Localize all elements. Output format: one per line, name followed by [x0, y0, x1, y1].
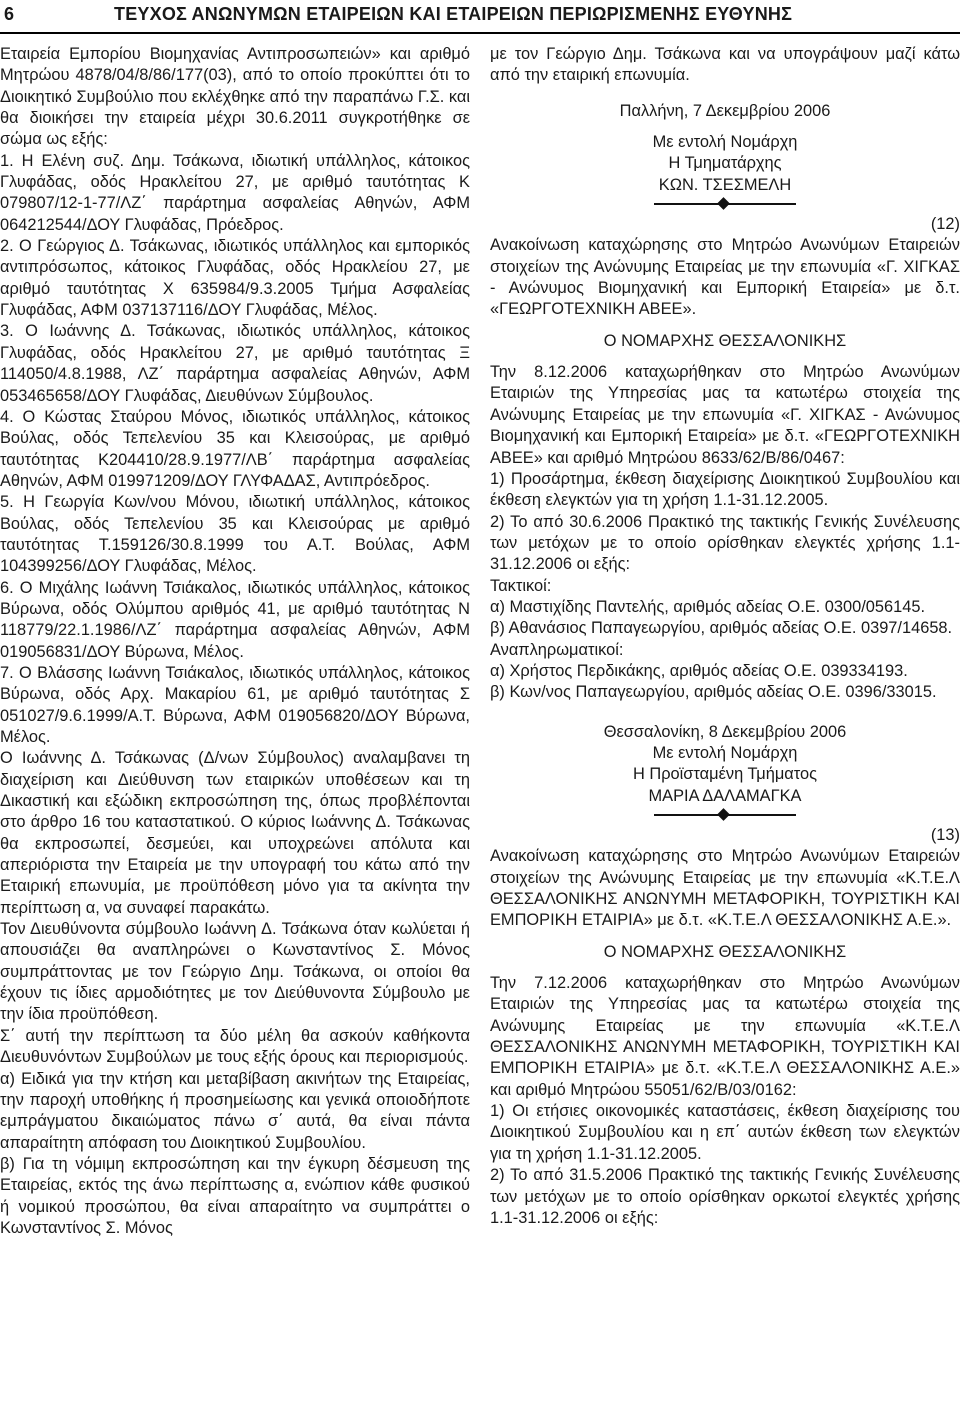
page-header	[0, 0, 960, 28]
announcement-heading: Ανακοίνωση καταχώρησης στο Μητρώο Ανωνύμων Εταιρειών στοιχείων της Ανώνυμης Εταιρείας με την επωνυμία «Κ.Τ.Ε.Λ ΘΕΣΣΑΛΟΝΙΚΗΣ ΑΝΩΝΥΜΗ ΜΕΤΑΦΟΡΙΚΗ, ΤΟΥΡΙΣΤΙΚΗ ΚΑΙ ΕΜΠΟΡΙΚΗ ΕΤΑΙΡΙΑ» με δ.τ. «Κ.Τ.Ε.Λ ΘΕΣΣΑΛΟΝΙΚΗΣ Α.Ε.».	[490, 847, 960, 930]
section-divider	[654, 809, 796, 821]
signature-line: Με εντολή Νομάρχη	[652, 133, 798, 152]
right-column	[490, 44, 960, 1229]
authority-heading: Ο ΝΟΜΑΡΧΗΣ ΘΕΣΣΑΛΟΝΙΚΗΣ	[603, 331, 847, 350]
announcement-number: (12)	[930, 215, 960, 234]
paragraph: 1) Προσάρτημα, έκθεση διαχείρισης Διοικητικού Συμβουλίου και έκθεση ελεγκτών για τη χρήση 1.1-31.12.2005.	[490, 469, 960, 510]
paragraph: Τακτικοί:	[490, 576, 552, 595]
signature-name: ΚΩΝ. ΤΣΕΣΜΕΛΗ	[658, 175, 792, 194]
paragraph: Σ΄ αυτή την περίπτωση τα δύο μέλη θα ασκούν καθήκοντα Διευθυνόντων Συμβούλων με τους εξής όρους και περιορισμούς.	[0, 1026, 470, 1067]
paragraph: β) Αθανάσιος Παπαγεωργίου, αριθμός αδείας Ο.Ε. 0397/14658.	[490, 619, 953, 638]
signature-name: ΜΑΡΙΑ ΔΑΛΑΜΑΓΚΑ	[648, 786, 802, 805]
paragraph: Εταιρεία Εμπορίου Βιομηχανίας Αντιπροσωπειών» και αριθμό Μητρώου 4878/04/8/86/177(03), από το οποίο προκύπτει ότι το Διοικητικό Συμβούλιο που εκλέχθηκε από την παραπάνω Γ.Σ. και θα διοικήσει την εταιρεία μέχρι 30.6.2011 συγκροτήθηκε σε σώμα ως εξής:	[0, 45, 470, 149]
board-member-2: 2. Ο Γεώργιος Δ. Τσάκωνας, ιδιωτικός υπάλληλος και εμπορικός αντιπρόσωπος, κάτοικος Γλυφάδας, οδός Ηρακλείου 27, με αριθμό ταυτότητας Χ 635984/9.3.2005 Τμήμα Ασφαλείας Γλυφάδας, ΑΦΜ 037137116/ΔΟΥ Γλυφάδας, Μέλος.	[0, 237, 470, 320]
board-member-3: 3. Ο Ιωάννης Δ. Τσάκωνας, ιδιωτικός υπάλληλος, κάτοικος Γλυφάδας, οδός Ηρακλείτου 27, με αριθμό ταυτότητας Ξ 114050/4.8.1988, ΛΖ΄ παράρτημα ασφαλείας Αθηνών, ΑΦΜ 053465658/ΔΟΥ Γλυφάδας, Διευθύνων Σύμβουλος.	[0, 322, 470, 405]
board-member-4: 4. Ο Κώστας Σταύρου Μόνος, ιδιωτικός υπάλληλος, κάτοικος Βούλας, οδός Τεπελενίου 35 και Κλεισούρας, με αριθμό ταυτότητας Κ204410/28.9.1977/ΛΒ΄ παράρτημα ασφαλείας Αθηνών, ΑΦΜ 019971209/ΔΟΥ ΓΛΥΦΑΔΑΣ, Αντιπρόεδρος.	[0, 407, 470, 490]
announcement-number: (13)	[930, 826, 960, 844]
paragraph: α) Μαστιχίδης Παντελής, αριθμός αδείας Ο.Ε. 0300/056145.	[490, 597, 926, 616]
paragraph: Την 8.12.2006 καταχωρήθηκαν στο Μητρώο Ανωνύμων Εταιριών της Υπηρεσίας μας τα κατωτέρω στοιχεία της Ανώνυμης Εταιρείας με την επωνυμία «Γ. ΧΙΓΚΑΣ - Ανώνυμος Βιομηχανική και Εμπορική Εταιρεία» με δ.τ. «ΓΕΩΡΓΟΤΕΧΝΙΚΗ ΑΒΕΕ» και αριθμό Μητρώου 8633/62/Β/86/0467:	[490, 363, 960, 467]
left-column	[0, 44, 470, 1239]
paragraph: β) Για τη νόμιμη εκπροσώπηση και την έγκυρη δέσμευση της Εταιρείας, εκτός της άνω περίπτωσης α, ενώπιον κάθε φυσικού ή νομικού προσώπου, θα είναι απαραίτητο να συμπράττει ο Κωνσταντίνος Σ. Μόνος	[0, 1154, 470, 1237]
gazette-title: ΤΕΥΧΟΣ ΑΝΩΝΥΜΩΝ ΕΤΑΙΡΕΙΩΝ ΚΑΙ ΕΤΑΙΡΕΙΩΝ ΠΕΡΙΩΡΙΣΜΕΝΗΣ ΕΥΘΥΝΗΣ	[114, 4, 793, 24]
paragraph: β) Κων/νος Παπαγεωργίου, αριθμός αδείας Ο.Ε. 0396/33015.	[490, 683, 937, 702]
paragraph: α) Χρήστος Περδικάκης, αριθμός αδείας Ο.Ε. 039334193.	[490, 661, 908, 680]
place-date: Θεσσαλονίκη, 8 Δεκεμβρίου 2006	[603, 722, 847, 741]
board-member-1: 1. Η Ελένη συζ. Δημ. Τσάκωνα, ιδιωτική υπάλληλος, κάτοικος Γλυφάδας, οδός Ηρακλείτου 27, με αριθμό ταυτότητας Κ 079807/12-1-77/ΛΖ΄ παράρτημα ασφαλείας Αθηνών, ΑΦΜ 064212544/ΔΟΥ Γλυφάδας, Πρόεδρος.	[0, 151, 470, 234]
header-divider	[0, 32, 960, 34]
paragraph: Ο Ιωάννης Δ. Τσάκωνας (Δ/νων Σύμβουλος) αναλαμβανει τη διαχείριση και Διεύθυνση των εταιρικών υποθέσεων και τη Δικαστική και εξώδικη εκπροσώπηση της, όπως προβλέπονται στο άρθρο 16 του καταστατικού. Ο κύριος Ιωάννης Δ. Τσάκωνας θα εκπροσωπεί, δεσμεύει, και υποχρεώνει απόλυτα και απεριόριστα την Εταιρεία με την υπογραφή του κάτω από την Εταιρική επωνυμία, με προϋπόθεση μόνο για τα ακίνητα την περίπτωση α, να συναφεί παρακάτω.	[0, 749, 470, 917]
signature-line: Η Προϊσταμένη Τμήματος	[632, 765, 817, 784]
paragraph: 2) Το από 30.6.2006 Πρακτικό της τακτικής Γενικής Συνέλευσης των μετόχων με το οποίο ορίσθηκαν ελεγκτές χρήσης 1.1-31.12.2006 οι εξής:	[490, 512, 960, 574]
paragraph: Αναπληρωματικοί:	[490, 640, 624, 659]
board-member-6: 6. Ο Μιχάλης Ιωάννη Τσιάκαλος, ιδιωτικός υπάλληλος, κάτοικος Βύρωνα, οδός Ολύμπου αριθμός 41, με αριθμό ταυτότητας Ν 118779/22.1.1986/ΛΖ΄ παράρτημα ασφαλείας Αθηνών, ΑΦΜ 019056831/ΔΟΥ Βύρωνα, Μέλος.	[0, 578, 470, 661]
paragraph: α) Ειδικά για την κτήση και μεταβίβαση ακινήτων της Εταιρείας, την παροχή υποθήκης ή προσημείωσης και γενικά οποιοδήποτε εμπράγματου δικαιώματος πάνω σ΄ αυτά, θα είναι πάντα απαραίτητη απόφαση του Διοικητικού Συμβουλίου.	[0, 1069, 470, 1152]
diamond-icon	[717, 808, 730, 821]
diamond-icon	[717, 197, 730, 210]
signature-line: Η Τμηματάρχης	[668, 154, 782, 173]
board-member-7: 7. Ο Βλάσσης Ιωάννη Τσιάκαλος, ιδιωτικός υπάλληλος, κάτοικος Βύρωνα, οδός Αρχ. Μακαρίου 61, με αριθμό ταυτότητας Σ 051027/9.6.1999/Α.Τ. Βύρωνα, ΑΦΜ 019056820/ΔΟΥ Βύρωνα, Μέλος.	[0, 663, 470, 746]
paragraph: Τον Διευθύνοντα σύμβουλο Ιωάννη Δ. Τσάκωνα όταν κωλύεται ή απουσιάζει θα αναπληρώνει ο Κωνσταντίνος Σ. Μόνος συμπράττοντας με τον Γεώργιο Δημ. Τσάκωνα, οι οποίοι θα έχουν τις ίδιες αρμοδιότητες με τον Διεύθυνοντα Σύμβουλο με την ίδια προϋπόθεση.	[0, 920, 470, 1024]
section-divider	[654, 198, 796, 210]
authority-heading: Ο ΝΟΜΑΡΧΗΣ ΘΕΣΣΑΛΟΝΙΚΗΣ	[603, 942, 847, 961]
announcement-heading: Ανακοίνωση καταχώρησης στο Μητρώο Ανωνύμων Εταιρειών στοιχείων της Ανώνυμης Εταιρείας με την επωνυμία «Γ. ΧΙΓΚΑΣ - Ανώνυμος Βιομηχανική και Εμπορική Εταιρεία» με δ.τ. «ΓΕΩΡΓΟΤΕΧΝΙΚΗ ΑΒΕΕ».	[490, 236, 960, 319]
paragraph: Την 7.12.2006 καταχωρήθηκαν στο Μητρώο Ανωνύμων Εταιριών της Υπηρεσίας μας τα κατωτέρω στοιχεία της Ανώνυμης Εταιρείας με την επωνυμία «Κ.Τ.Ε.Λ ΘΕΣΣΑΛΟΝΙΚΗΣ ΑΝΩΝΥΜΗ ΜΕΤΑΦΟΡΙΚΗ, ΤΟΥΡΙΣΤΙΚΗ ΚΑΙ ΕΜΠΟΡΙΚΗ ΕΤΑΙΡΙΑ» με δ.τ. «Κ.Τ.Ε.Λ ΘΕΣΣΑΛΟΝΙΚΗΣ Α.Ε.» και αριθμό Μητρώου 55051/62/Β/03/0162:	[490, 974, 960, 1099]
place-date: Παλλήνη, 7 Δεκεμβρίου 2006	[619, 101, 831, 120]
paragraph: 2) Το από 31.5.2006 Πρακτικό της τακτικής Γενικής Συνέλευσης των μετόχων με το οποίο ορίσθηκαν ορκωτοί ελεγκτές χρήσης 1.1-31.12.2006 οι εξής:	[490, 1166, 960, 1227]
page-number: 6	[4, 4, 15, 24]
paragraph: 1) Οι ετήσιες οικονομικές καταστάσεις, έκθεση διαχείρισης του Διοικητικού Συμβουλίου και η επ΄ αυτών έκθεση των ελεγκτών για τη χρήση 1.1-31.12.2005.	[490, 1102, 960, 1163]
board-member-5: 5. Η Γεωργία Κων/νου Μόνου, ιδιωτική υπάλληλος, κάτοικος Βούλας, οδός Τεπελενίου 35 και Κλεισούρας με αριθμό ταυτότητας Τ.159126/30.8.1999 του Α.Τ. Βούλας, ΑΦΜ 104399256/ΔΟΥ Γλυφάδας, Μέλος.	[0, 493, 470, 576]
signature-line: Με εντολή Νομάρχη	[652, 743, 798, 762]
paragraph: με τον Γεώργιο Δημ. Τσάκωνα και να υπογράψουν μαζί κάτω από την εταιρική επωνυμία.	[490, 45, 960, 85]
